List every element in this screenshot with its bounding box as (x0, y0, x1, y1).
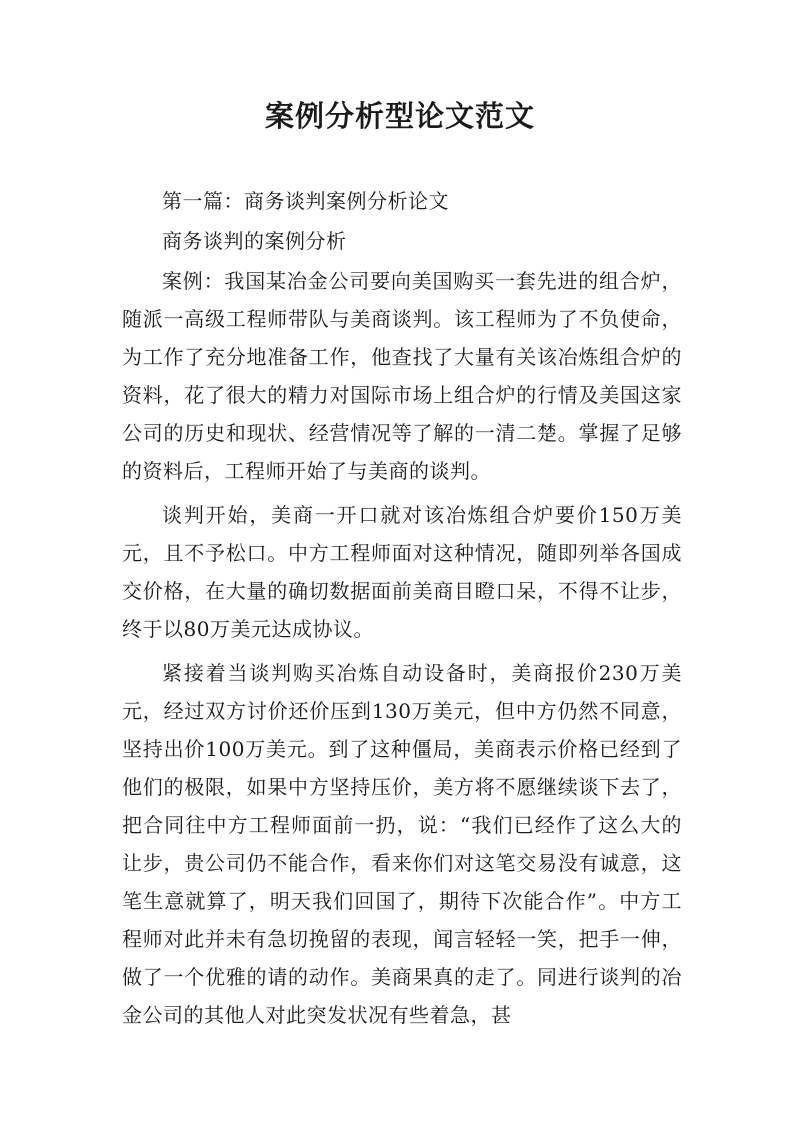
document-body (122, 182, 682, 1034)
subheading: 商务谈判的案例分析 (162, 229, 347, 253)
section-heading: 第一篇：商务谈判案例分析论文 (162, 189, 449, 213)
paragraph-deadlock: 紧接着当谈判购买冶炼自动设备时，美商报价230万美元，经过双方讨价还价压到130万美元，但中方仍然不同意，坚持出价100万美元。到了这种僵局，美商表示价格已经到了他们的极限，如果中方坚持压价，美方将不愿继续谈下去了，把合同往中方工程师面前一扔，说：“我们已经作了这么大的让步，贵公司仍不能合作，看来你们对这笔交易没有诚意，这笔生意就算了，明天我们回国了，期待下次能合作”。中方工程师对此并未有急切挽留的表现，闻言轻轻一笑，把手一伸，做了一个优雅的请的动作。美商果真的走了。同进行谈判的冶金公司的其他人对此突发状况有些着急，甚 (122, 661, 682, 1027)
paragraph-case-intro: 案例：我国某冶金公司要向美国购买一套先进的组合炉，随派一高级工程师带队与美商谈判。该工程师为了不负使命，为工作了充分地准备工作，他查找了大量有关该冶炼组合炉的资料，花了很大的精力对国际市场上组合炉的行情及美国这家公司的历史和现状、经营情况等了解的一清二楚。掌握了足够的资料后，工程师开始了与美商的谈判。 (122, 269, 682, 483)
paragraph-negotiation-start: 谈判开始，美商一开口就对该冶炼组合炉要价150万美元，且不予松口。中方工程师面对这种情况，随即列举各国成交价格，在大量的确切数据面前美商目瞪口呆，不得不让步，终于以80万美元达成协议。 (122, 503, 682, 641)
document-title: 案例分析型论文范文 (264, 99, 535, 133)
